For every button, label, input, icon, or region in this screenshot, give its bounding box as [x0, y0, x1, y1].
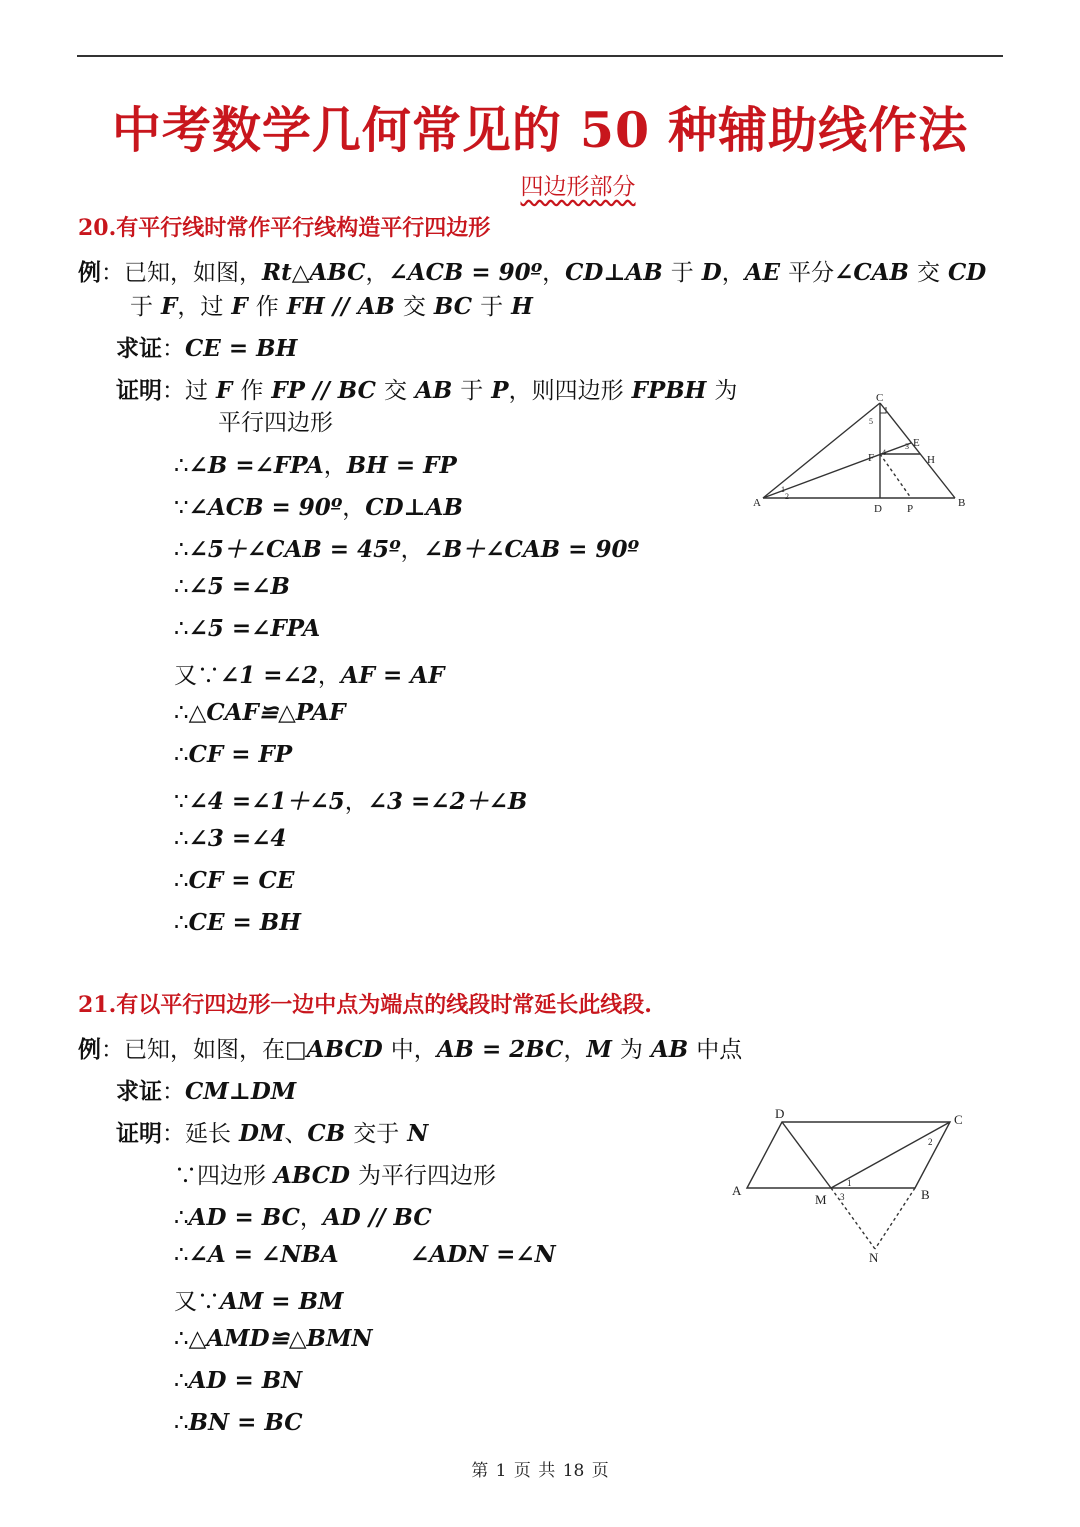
label-B: B [921, 1187, 930, 1202]
angle-label-5: 5 [869, 417, 873, 426]
label-H: H [927, 454, 935, 466]
s21-line-10: ∴BN = BC [174, 1409, 303, 1436]
label-A: A [753, 497, 761, 509]
s20-line-6: ∵∠ACB = 90º，CD⊥AB [174, 494, 463, 521]
s20-line-10: 又∵∠1 =∠2，AF = AF [174, 662, 445, 689]
heading-21: 21.有以平行四边形一边中点为端点的线段时常延长此线段. [78, 992, 652, 1018]
s20-line-11: ∴△CAF≌△PAF [174, 699, 346, 726]
document-title: 中考数学几何常见的 50 种辅助线作法 [111, 101, 969, 159]
label-D: D [775, 1106, 785, 1121]
heading-20: 20.有平行线时常作平行线构造平行四边形 [78, 215, 491, 241]
s21-line-7: 又∵AM = BM [174, 1288, 344, 1315]
angle-label-2: 2 [785, 492, 789, 501]
angle-label-3: 3 [840, 1192, 845, 1202]
s21-line-8: ∴△AMD≌△BMN [174, 1325, 373, 1352]
label-F: F [868, 452, 875, 464]
s20-line-1: 于 F，过 F 作 FH // AB 交 BC 于 H [130, 293, 533, 320]
label-E: E [913, 437, 920, 449]
label-C: C [876, 392, 884, 404]
segment-BN [875, 1188, 915, 1249]
s20-line-0: 例：已知，如图，Rt△ABC，∠ACB = 90º，CD⊥AB 于 D，AE 平分∠CAB 交 CD [78, 259, 987, 286]
page-footer: 第 1 页 共 18 页 [471, 1461, 609, 1481]
label-C: C [954, 1112, 963, 1127]
top-rule [77, 55, 1003, 57]
s21-line-2: 证明：延长 DM、CB 交于 N [116, 1120, 429, 1147]
s20-line-15: ∴CF = CE [174, 867, 295, 894]
triangle-figure-20 [745, 388, 975, 518]
s20-line-5: ∴∠B =∠FPA，BH = FP [174, 452, 457, 479]
s20-line-4: 平行四边形 [218, 410, 333, 436]
label-N: N [869, 1250, 879, 1265]
s20-line-16: ∴CE = BH [174, 909, 301, 936]
s20-line-8: ∴∠5 =∠B [174, 573, 290, 600]
s21-line-6: ∠ADN =∠N [410, 1241, 556, 1268]
section-subtitle: 四边形部分 [520, 174, 636, 200]
s21-line-5: ∴∠A = ∠NBA [174, 1241, 339, 1268]
s20-line-12: ∴CF = FP [174, 741, 293, 768]
label-A: A [732, 1183, 742, 1198]
label-P: P [907, 503, 914, 515]
segment-AE [763, 443, 911, 498]
angle-label-1: 1 [781, 485, 785, 494]
s21-line-4: ∴AD = BC，AD // BC [174, 1204, 432, 1231]
s20-line-7: ∴∠5＋∠CAB = 45º，∠B＋∠CAB = 90º [174, 536, 639, 563]
parallelogram-figure-21 [725, 1103, 975, 1268]
s20-line-13: ∵∠4 =∠1＋∠5，∠3 =∠2＋∠B [174, 788, 528, 815]
s20-line-9: ∴∠5 =∠FPA [174, 615, 321, 642]
angle-label-1: 1 [847, 1178, 852, 1188]
label-B: B [958, 497, 966, 509]
s21-line-9: ∴AD = BN [174, 1367, 303, 1394]
s20-line-2: 求证：CE = BH [116, 335, 298, 362]
angle-label-4: 4 [882, 448, 886, 457]
segment-AC [763, 403, 880, 498]
segment-DM [782, 1122, 831, 1188]
s21-line-0: 例：已知，如图，在□ABCD 中，AB = 2BC，M 为 AB 中点 [78, 1036, 743, 1063]
s20-line-14: ∴∠3 =∠4 [174, 825, 287, 852]
angle-label-2: 2 [928, 1137, 933, 1147]
segment-MN [831, 1188, 875, 1249]
s21-line-1: 求证：CM⊥DM [116, 1078, 297, 1105]
label-D: D [874, 503, 882, 515]
s20-line-3: 证明：过 F 作 FP // BC 交 AB 于 P，则四边形 FPBH 为 [116, 377, 738, 404]
label-M: M [815, 1192, 827, 1207]
segment-FP [880, 454, 911, 498]
s21-line-3: ∵四边形 ABCD 为平行四边形 [174, 1162, 496, 1189]
angle-label-3: 3 [905, 442, 909, 451]
